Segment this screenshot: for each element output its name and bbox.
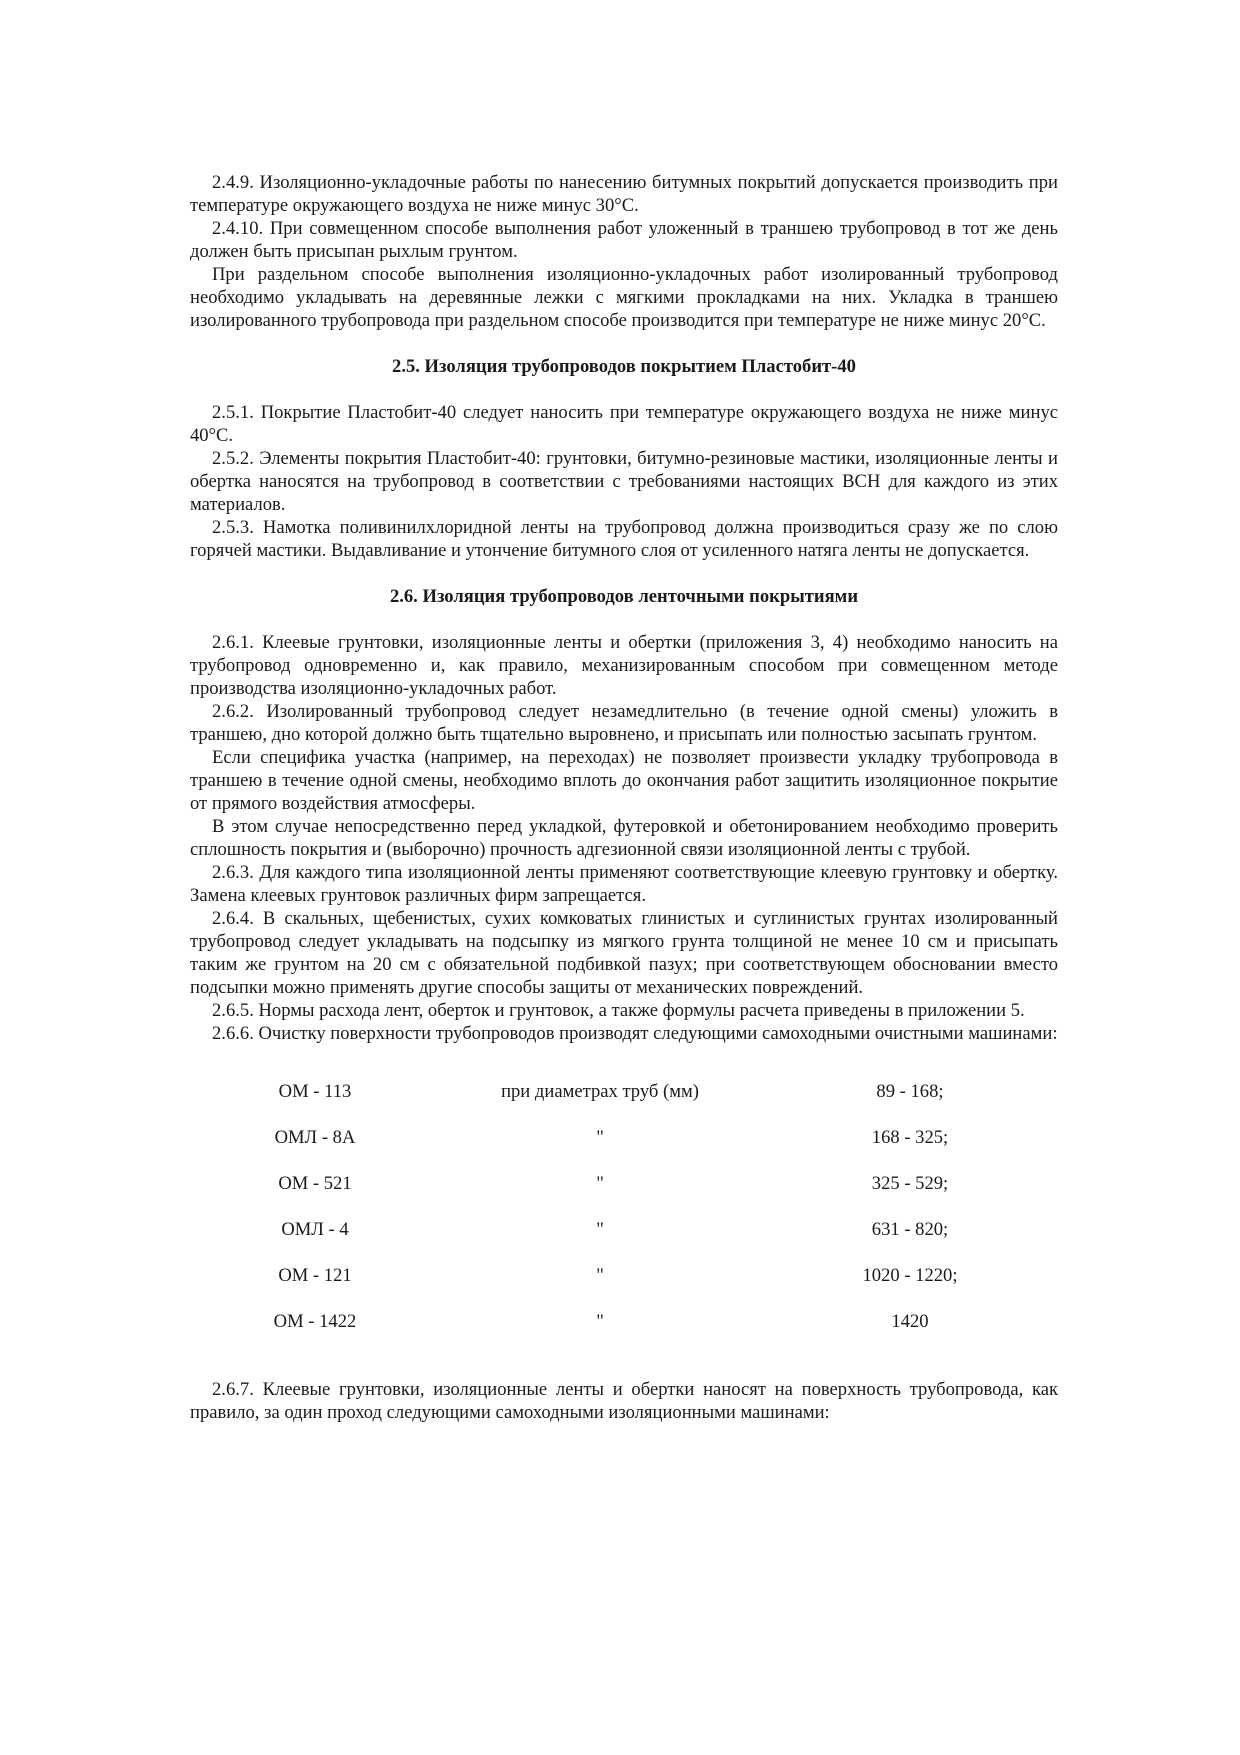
table-row	[230, 1114, 1020, 1160]
paragraph-specifics: Если специфика участка (например, на переходах) не позволяет произвести укладку трубопровода в траншею в течение одной смены, необходимо вплоть до окончания работ защитить изоляционное покрытие от прямого воздействия атмосферы.	[190, 747, 1058, 814]
diameter-range: 631 - 820;	[871, 1218, 949, 1240]
paragraph-2-6-6: 2.6.6. Очистку поверхности трубопроводов производят следующими самоходными очистными машинами:	[212, 1023, 1058, 1044]
machine-condition: "	[596, 1172, 604, 1194]
paragraph-2-4-9: 2.4.9. Изоляционно-укладочные работы по нанесению битумных покрытий допускается производить при температуре окружающего воздуха не ниже минус 30°С.	[190, 172, 1058, 216]
machine-model: ОМ - 121	[278, 1264, 352, 1286]
diameter-range: 1020 - 1220;	[862, 1264, 958, 1286]
table-row	[230, 1206, 1020, 1252]
machine-model: ОМ - 521	[278, 1172, 352, 1194]
paragraph-2-6-5: 2.6.5. Нормы расхода лент, оберток и грунтовок, а также формулы расчета приведены в приложении 5.	[212, 1000, 1025, 1021]
spacer	[190, 332, 1058, 355]
cleaning-machines-table	[230, 1068, 1020, 1344]
spacer	[190, 1344, 1058, 1378]
table-row	[230, 1298, 1020, 1344]
machine-condition: "	[596, 1126, 604, 1148]
machine-condition: "	[596, 1264, 604, 1286]
machine-model: ОМЛ - 8А	[274, 1126, 356, 1148]
paragraph-2-6-4: 2.6.4. В скальных, щебенистых, сухих комковатых глинистых и суглинистых грунтах изолированный трубопровод следует укладывать на подсыпку из мягкого грунта толщиной не менее 10 см и присыпать таким же грунтом на 20 см с обязательной подбивкой пазух; при соответствующем обосновании вместо подсыпки можно применять другие способы защиты от механических повреждений.	[190, 908, 1058, 998]
section-heading-2-6: 2.6. Изоляция трубопроводов ленточными покрытиями	[389, 586, 859, 607]
machine-condition: "	[596, 1310, 604, 1332]
paragraph-2-6-2: 2.6.2. Изолированный трубопровод следует незамедлительно (в течение одной смены) уложить в траншею, дно которой должно быть тщательно выровнено, и присыпать или полностью засыпать грунтом.	[190, 701, 1058, 745]
machine-model: ОМ - 1422	[273, 1310, 357, 1332]
paragraph-2-5-1: 2.5.1. Покрытие Пластобит-40 следует наносить при температуре окружающего воздуха не ниже минус 40°С.	[190, 402, 1058, 446]
table-row	[230, 1160, 1020, 1206]
diameter-range: 1420	[891, 1310, 929, 1332]
paragraph-2-4-10: 2.4.10. При совмещенном способе выполнения работ уложенный в траншею трубопровод в тот же день должен быть присыпан рыхлым грунтом.	[190, 218, 1058, 262]
spacer	[190, 562, 1058, 585]
machine-condition: при диаметрах труб (мм)	[501, 1080, 699, 1102]
paragraph-2-5-3: 2.5.3. Намотка поливинилхлоридной ленты на трубопровод должна производиться сразу же по слою горячей мастики. Выдавливание и утончение битумного слоя от усиленного натяга ленты не допускается.	[190, 517, 1058, 561]
paragraph-2-6-3: 2.6.3. Для каждого типа изоляционной ленты применяют соответствующие клеевую грунтовку и обертку. Замена клеевых грунтовок различных фирм запрещается.	[190, 862, 1058, 906]
paragraph-2-6-1: 2.6.1. Клеевые грунтовки, изоляционные ленты и обертки (приложения 3, 4) необходимо наносить на трубопровод одновременно и, как правило, механизированным способом при совмещенном методе производства изоляционно-укладочных работ.	[190, 632, 1058, 699]
machine-condition: "	[596, 1218, 604, 1240]
paragraph-this-case: В этом случае непосредственно перед укладкой, футеровкой и обетонированием необходимо проверить сплошность покрытия и (выборочно) прочность адгезионной связи изоляционной ленты с трубой.	[190, 816, 1058, 860]
diameter-range: 168 - 325;	[871, 1126, 949, 1148]
table-row	[230, 1068, 1020, 1114]
paragraph-2-6-7: 2.6.7. Клеевые грунтовки, изоляционные ленты и обертки наносят на поверхность трубопровода, как правило, за один проход следующими самоходными изоляционными машинами:	[190, 1379, 1058, 1423]
spacer	[190, 378, 1058, 401]
table-row	[230, 1252, 1020, 1298]
diameter-range: 325 - 529;	[871, 1172, 949, 1194]
machine-model: ОМ - 113	[278, 1080, 352, 1102]
section-heading-2-5: 2.5. Изоляция трубопроводов покрытием Пластобит-40	[392, 356, 856, 377]
paragraph-separate-method: При раздельном способе выполнения изоляционно-укладочных работ изолированный трубопровод необходимо укладывать на деревянные лежки с мягкими прокладками на них. Укладка в траншею изолированного трубопровода при раздельном способе производится при температуре не ниже минус 20°С.	[190, 264, 1058, 331]
spacer	[190, 608, 1058, 631]
document-page	[190, 171, 1058, 1424]
paragraph-2-5-2: 2.5.2. Элементы покрытия Пластобит-40: грунтовки, битумно-резиновые мастики, изоляционные ленты и обертка наносятся на трубопровод в соответствии с требованиями настоящих ВСН для каждого из этих материалов.	[190, 448, 1058, 515]
diameter-range: 89 - 168;	[876, 1080, 944, 1102]
machine-model: ОМЛ - 4	[281, 1218, 349, 1240]
